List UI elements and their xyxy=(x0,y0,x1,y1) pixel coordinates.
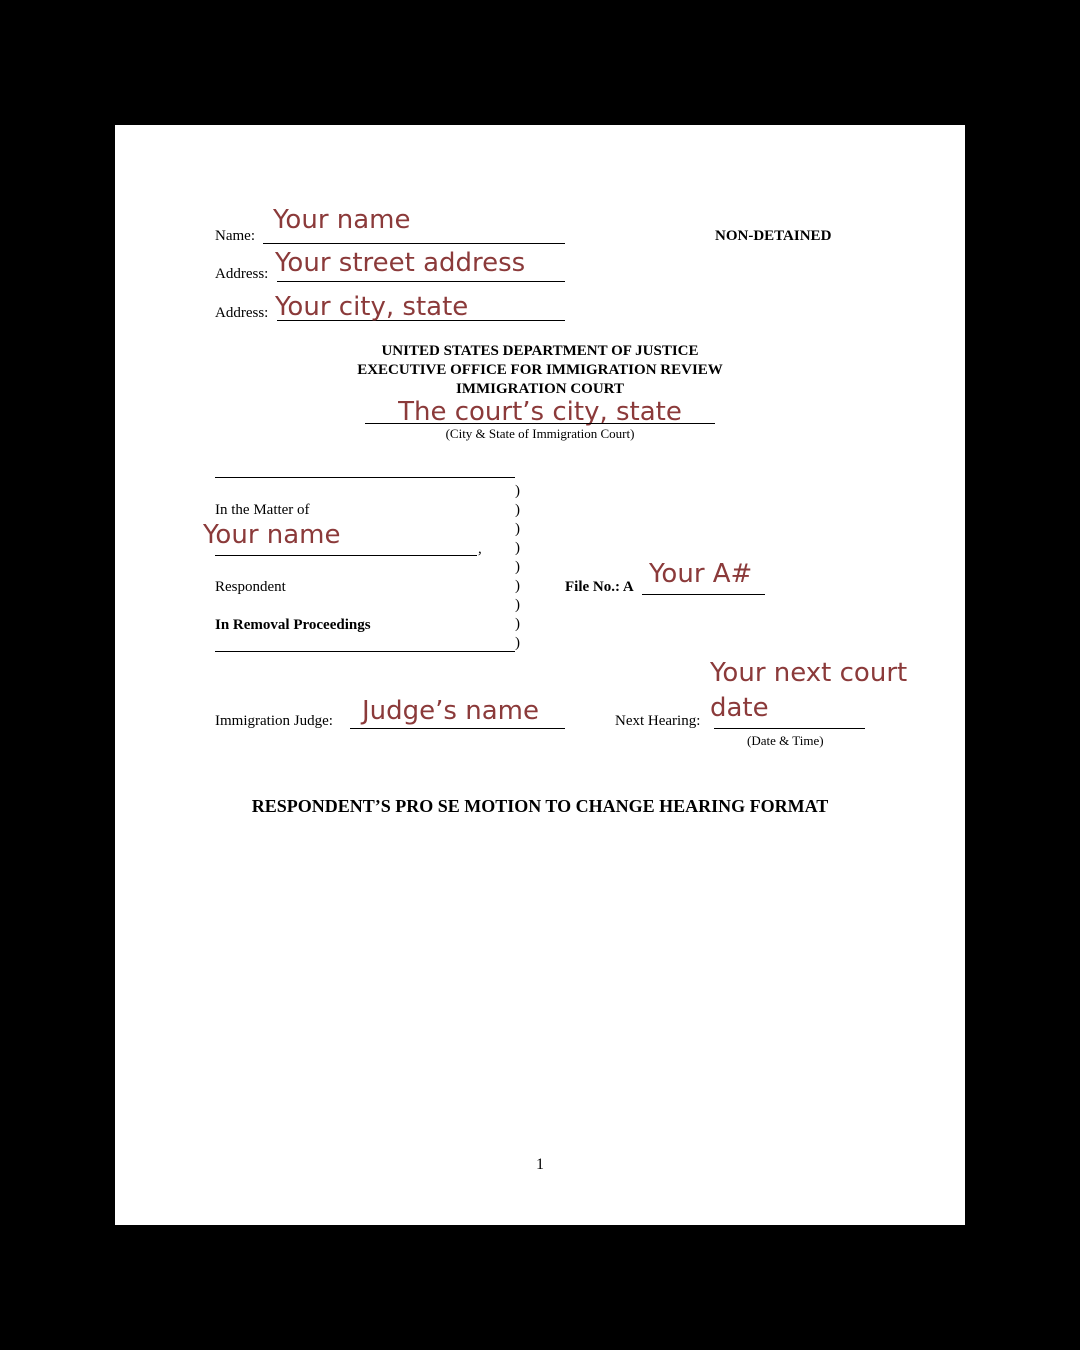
matter-name-underline xyxy=(215,555,477,556)
name-label: Name: xyxy=(215,228,255,244)
judge-name-field[interactable]: Judge’s name xyxy=(362,696,539,726)
paren: ) xyxy=(515,635,520,651)
court-caption: (City & State of Immigration Court) xyxy=(445,426,635,441)
city-state-field[interactable]: Your city, state xyxy=(275,292,469,322)
name-field[interactable]: Your name xyxy=(273,205,411,235)
paren: ) xyxy=(515,578,520,594)
paren: ) xyxy=(515,540,520,556)
respondent-label: Respondent xyxy=(215,579,286,595)
matter-name-comma: , xyxy=(478,541,482,557)
next-court-date-field[interactable]: Your next court xyxy=(710,658,908,688)
paren: ) xyxy=(515,502,520,518)
a-number-field[interactable]: Your A# xyxy=(649,559,753,589)
court-city-underline xyxy=(365,423,715,424)
street-underline xyxy=(277,281,565,282)
next-court-date-field-cont[interactable]: date xyxy=(710,693,769,723)
matter-top-rule xyxy=(215,477,515,478)
paren: ) xyxy=(515,616,520,632)
document-page xyxy=(115,125,965,1225)
next-hearing-underline xyxy=(714,728,865,729)
in-the-matter-of: In the Matter of xyxy=(215,502,310,518)
street-address-field[interactable]: Your street address xyxy=(275,248,526,278)
address-label-2: Address: xyxy=(215,305,269,321)
agency-line-1: UNITED STATES DEPARTMENT OF JUSTICE xyxy=(381,343,699,359)
paren: ) xyxy=(515,597,520,613)
document-title: RESPONDENT’S PRO SE MOTION TO CHANGE HEARING FORMAT xyxy=(251,796,829,816)
proceedings-label: In Removal Proceedings xyxy=(215,617,371,633)
agency-line-2: EXECUTIVE OFFICE FOR IMMIGRATION REVIEW xyxy=(357,362,723,378)
page-number: 1 xyxy=(536,1156,544,1173)
paren: ) xyxy=(515,559,520,575)
paren: ) xyxy=(515,483,520,499)
judge-label: Immigration Judge: xyxy=(215,713,333,729)
next-hearing-label: Next Hearing: xyxy=(615,713,701,729)
judge-underline xyxy=(350,728,565,729)
file-number-label: File No.: A xyxy=(565,579,634,595)
court-city-field[interactable]: The court’s city, state xyxy=(398,397,682,427)
address-label-1: Address: xyxy=(215,266,269,282)
name-underline xyxy=(263,243,565,244)
file-number-underline xyxy=(642,594,765,595)
matter-name-field[interactable]: Your name xyxy=(203,520,341,550)
paren: ) xyxy=(515,521,520,537)
agency-line-3: IMMIGRATION COURT xyxy=(456,381,624,397)
status-label: NON-DETAINED xyxy=(715,228,832,244)
matter-bottom-rule xyxy=(215,651,515,652)
date-caption: (Date & Time) xyxy=(747,733,824,748)
